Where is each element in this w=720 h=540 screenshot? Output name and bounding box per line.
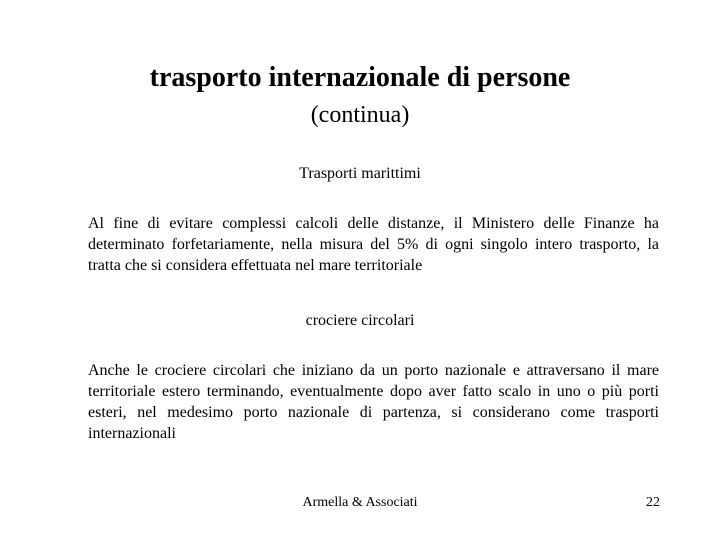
footer-author: Armella & Associati — [302, 495, 418, 510]
section-heading-cruises: crociere circolari — [305, 312, 415, 329]
paragraph-maritime: Al fine di evitare complessi calcoli delle distanze, il Ministero delle Finanze ha determinato forfetariamente, nella misura del 5% di ogni singolo intero trasporto, la tratta che si considera effettuata nel mare territoriale — [88, 215, 659, 274]
paragraph-cruises: Anche le crociere circolari che iniziano da un porto nazionale e attraversano il mare territoriale estero terminando, eventualmente dopo aver fatto scalo in uno o più porti esteri, nel medesimo porto nazionale di partenza, si considerano come trasporti internazionali — [88, 362, 659, 442]
section-heading-maritime: Trasporti marittimi — [299, 165, 421, 182]
page-number: 22 — [646, 495, 660, 510]
slide-subtitle: (continua) — [310, 102, 410, 128]
slide-title: trasporto internazionale di persone — [149, 62, 571, 93]
